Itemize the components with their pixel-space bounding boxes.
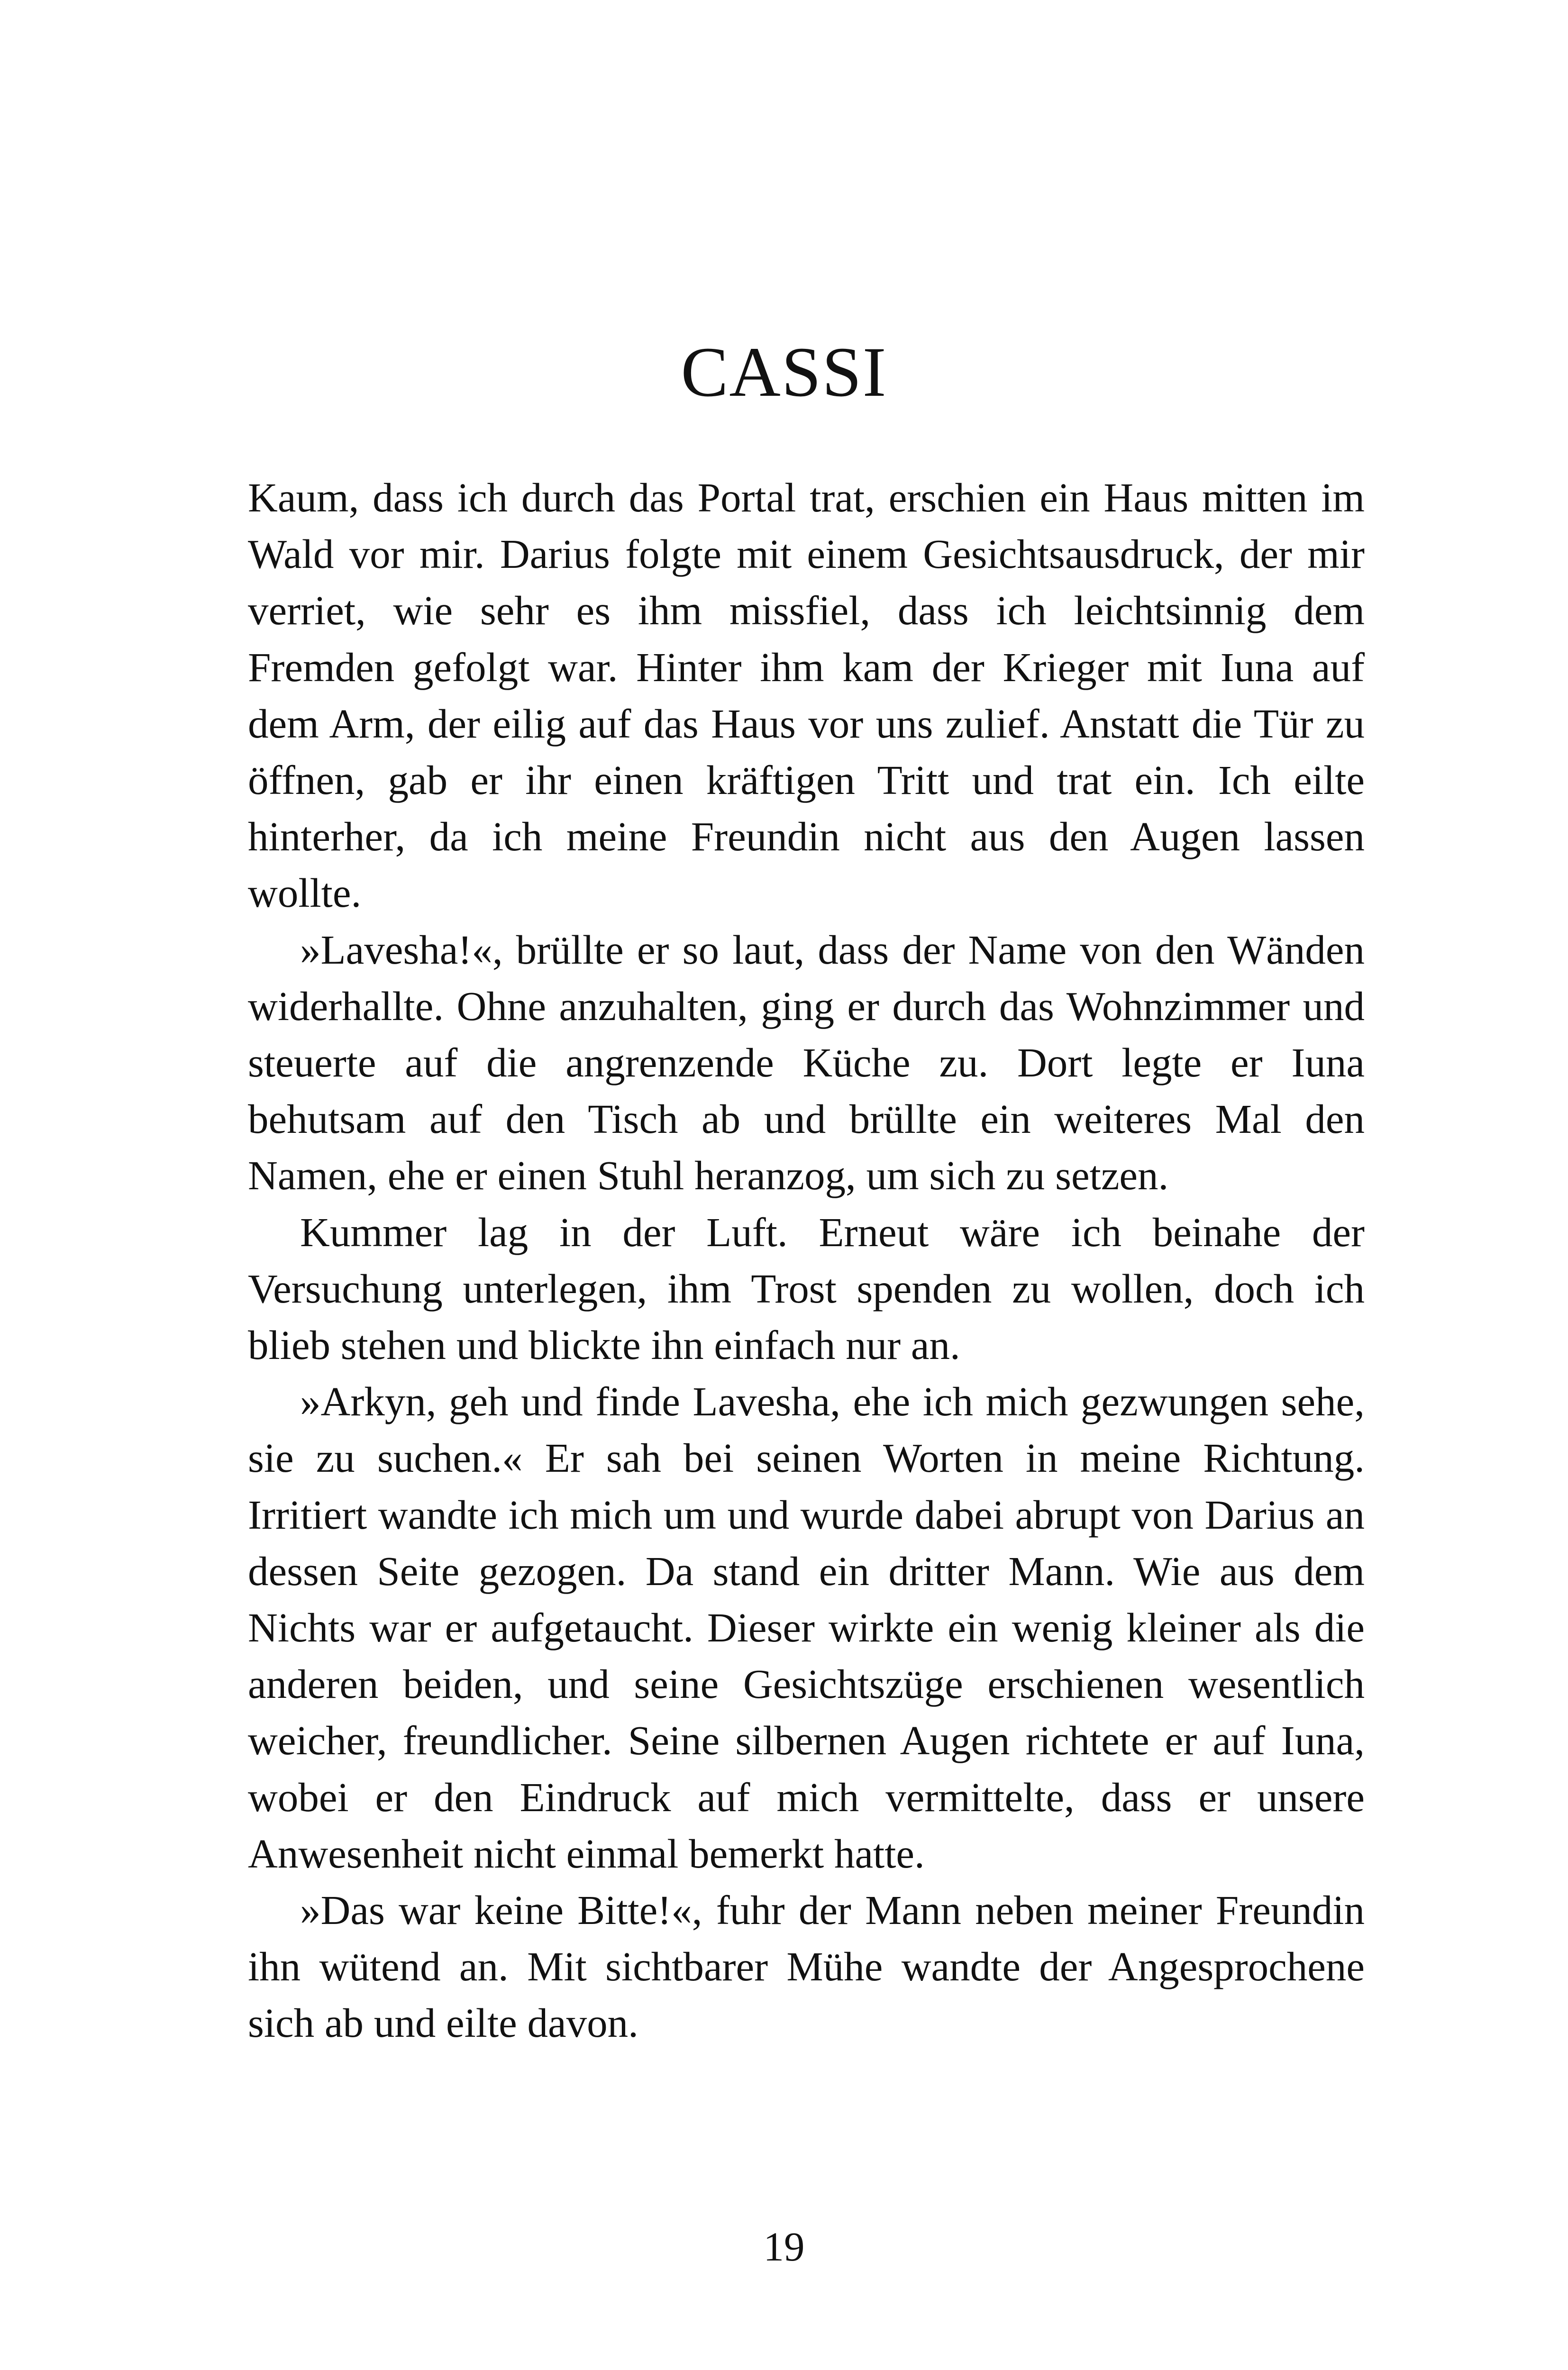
paragraph: »Lavesha!«, brüllte er so laut, dass der Name von den Wänden widerhallte. Ohne anzuhalten, ging er durch das Wohnzimmer und steuerte auf die angrenzende Küche zu. Dort legte er Iuna behutsam auf den Tisch ab und brüllte ein weiteres Mal den Namen, ehe er einen Stuhl heranzog, um sich zu setzen. <box>248 926 1365 1199</box>
page-number: 19 <box>763 2224 805 2270</box>
paragraph: »Das war keine Bitte!«, fuhr der Mann neben meiner Freundin ihn wütend an. Mit sichtbarer Mühe wandte der Angesprochene sich ab und eilte davon. <box>248 1887 1365 2046</box>
paragraph: Kummer lag in der Luft. Erneut wäre ich beinahe der Versuchung unterlegen, ihm Trost spenden zu wollen, doch ich blieb stehen und blickte ihn einfach nur an. <box>248 1209 1365 1368</box>
chapter-title: CASSI <box>681 333 887 411</box>
paragraph: Kaum, dass ich durch das Portal trat, erschien ein Haus mitten im Wald vor mir. Darius folgte mit einem Gesichtsausdruck, der mir verriet, wie sehr es ihm missfiel, dass ich leichtsinnig dem Fremden gefolgt war. Hinter ihm kam der Krieger mit Iuna auf dem Arm, der eilig auf das Haus vor uns zulief. Anstatt die Tür zu öffnen, gab er ihr einen kräftigen Tritt und trat ein. Ich eilte hinterher, da ich meine Freundin nicht aus den Augen lassen wollte. <box>248 474 1365 916</box>
chapter-body <box>248 469 1365 2051</box>
paragraph: »Arkyn, geh und finde Lavesha, ehe ich mich gezwungen sehe, sie zu suchen.« Er sah bei seinen Worten in meine Richtung. Irritiert wandte ich mich um und wurde dabei abrupt von Darius an dessen Seite gezogen. Da stand ein dritter Mann. Wie aus dem Nichts war er aufgetaucht. Dieser wirkte ein wenig kleiner als die anderen beiden, und seine Gesichtszüge erschienen wesentlich weicher, freundlicher. Seine silbernen Augen richtete er auf Iuna, wobei er den Eindruck auf mich vermittelte, dass er unsere Anwesenheit nicht einmal bemerkt hatte. <box>248 1378 1365 1877</box>
